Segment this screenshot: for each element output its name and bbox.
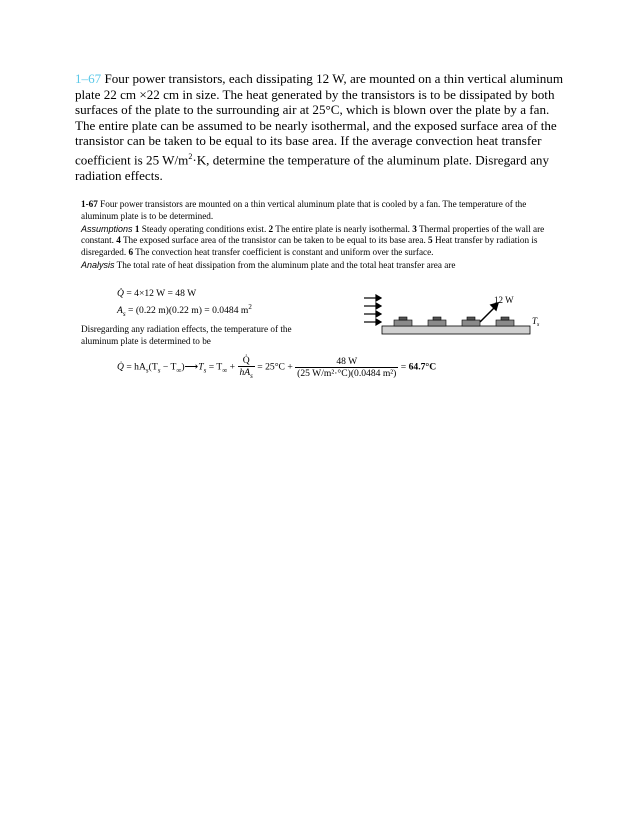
- problem-statement: [75, 71, 565, 184]
- assumption-3: Thermal properties of the wall are constant.: [81, 223, 545, 246]
- equation-area-text: = (0.22 m)(0.22 m) = 0.0484 m: [128, 305, 249, 317]
- eq3-close: ): [181, 361, 185, 373]
- assumption-3-num: 3: [409, 223, 417, 234]
- analysis-text: The total rate of heat dissipation from the aluminum plate and the total heat transfer area are: [114, 259, 456, 270]
- surface-temp-letter: T: [532, 316, 538, 326]
- transistors: [394, 317, 514, 326]
- fraction-numeric: [295, 356, 398, 379]
- airflow-arrows: [364, 295, 381, 325]
- assumption-2: The entire plate is nearly isothermal.: [273, 223, 410, 234]
- equation-area-sup: 2: [248, 303, 252, 311]
- fraction-top: Q̇: [238, 355, 255, 367]
- problem-number: 1–67: [75, 71, 102, 86]
- solution-block: [81, 199, 561, 273]
- power-label: 12 W: [494, 295, 514, 305]
- analysis-label: Analysis: [81, 259, 115, 270]
- eq3-value: = 25°C +: [254, 361, 296, 373]
- solution-intro-text: Four power transistors are mounted on a thin vertical aluminum plate that is cooled by a fan. The temperature of the aluminum plate is to be determined.: [81, 199, 527, 221]
- surface-temp-sub: s: [537, 322, 540, 328]
- fraction-numeric-top: 48 W: [295, 356, 398, 368]
- assumption-1-num: 1: [132, 223, 140, 234]
- heat-arrow-icon: [480, 303, 498, 322]
- eq3-arrow: ⟶: [184, 361, 199, 373]
- eq3-eq2: =: [398, 361, 409, 373]
- equation-area: $A_s = (0.22$ m)(0.22 m) = 0.0484 $m^2$: [117, 303, 252, 319]
- result-temperature: 64.7°C: [408, 361, 437, 373]
- solution-number: 1-67: [81, 199, 98, 209]
- transistor-plate-figure: [360, 290, 550, 352]
- assumptions-label: Assumptions: [81, 223, 133, 234]
- fraction-bottom: hA: [239, 367, 251, 378]
- assumption-1: Steady operating conditions exist.: [139, 223, 267, 234]
- eq3-plus: +: [227, 361, 238, 373]
- solution-intro: [81, 199, 561, 222]
- eq3-mid: (T: [148, 361, 158, 373]
- eq3-ts: T: [198, 361, 204, 373]
- assumption-6: The convection heat transfer coefficient is constant and uniform over the surface.: [133, 246, 434, 257]
- disregard-text: Disregarding any radiation effects, the temperature of the aluminum plate is determined to be: [81, 324, 292, 346]
- analysis: [81, 260, 561, 272]
- eq3-left: = hA: [126, 361, 146, 373]
- assumption-2-num: 2: [266, 223, 274, 234]
- assumption-4: The exposed surface area of the transistor can be taken to be equal to its base area.: [120, 235, 429, 246]
- surface-temp-label: [532, 316, 540, 328]
- equation-temperature: Q̇ = $hA_s(T_s$ − $T_\infty)⟶T_s = T_\infty$ + $\frac{Q̇}{hA_s}$ = 25°C + $\frac{48 W}{\text{(25 W/m²·°C)(0.0484 m²)}}$ = 64.7°C: [117, 355, 437, 380]
- assumption-5: Heat transfer by radiation is disregarded.: [81, 235, 538, 257]
- fraction-numeric-bottom: (25 W/m²·°C)(0.0484 m²): [297, 367, 397, 379]
- aluminum-plate: [382, 326, 530, 334]
- equation-heat-rate-text: = 4×12 W = 48 W: [126, 288, 197, 299]
- equation-heat-rate: Q̇ = 4×12 W = 48 W: [117, 288, 197, 299]
- assumption-4-num: 4: [113, 235, 121, 246]
- assumption-5-num: 5: [428, 235, 433, 246]
- assumptions: [81, 224, 561, 259]
- problem-text: Four power transistors, each dissipating 12 W, are mounted on a thin vertical aluminum plate 22 cm ×22 cm in size. The heat generated by the transistors is to be dissipated by both surfaces of the plate to the surrounding air at 25°C, which is blown over the plate by a fan. The entire plate can be assumed to be nearly isothermal, and the exposed surface area of the transistor can be taken to be equal to its base area. If the average convection heat transfer coefficient is 25 W/m: [75, 71, 564, 168]
- assumption-6-num: 6: [126, 246, 134, 257]
- problem-text-end: ·K, determine the temperature of the aluminum plate. Disregard any radiation effects.: [75, 152, 550, 183]
- problem-text-sup: 2: [188, 151, 193, 161]
- eq3-mid2: − T: [160, 361, 177, 373]
- eq3-eq: = T: [206, 361, 223, 373]
- fraction-q-over-ha: $\frac{Q̇}{hA_s}$: [239, 355, 253, 380]
